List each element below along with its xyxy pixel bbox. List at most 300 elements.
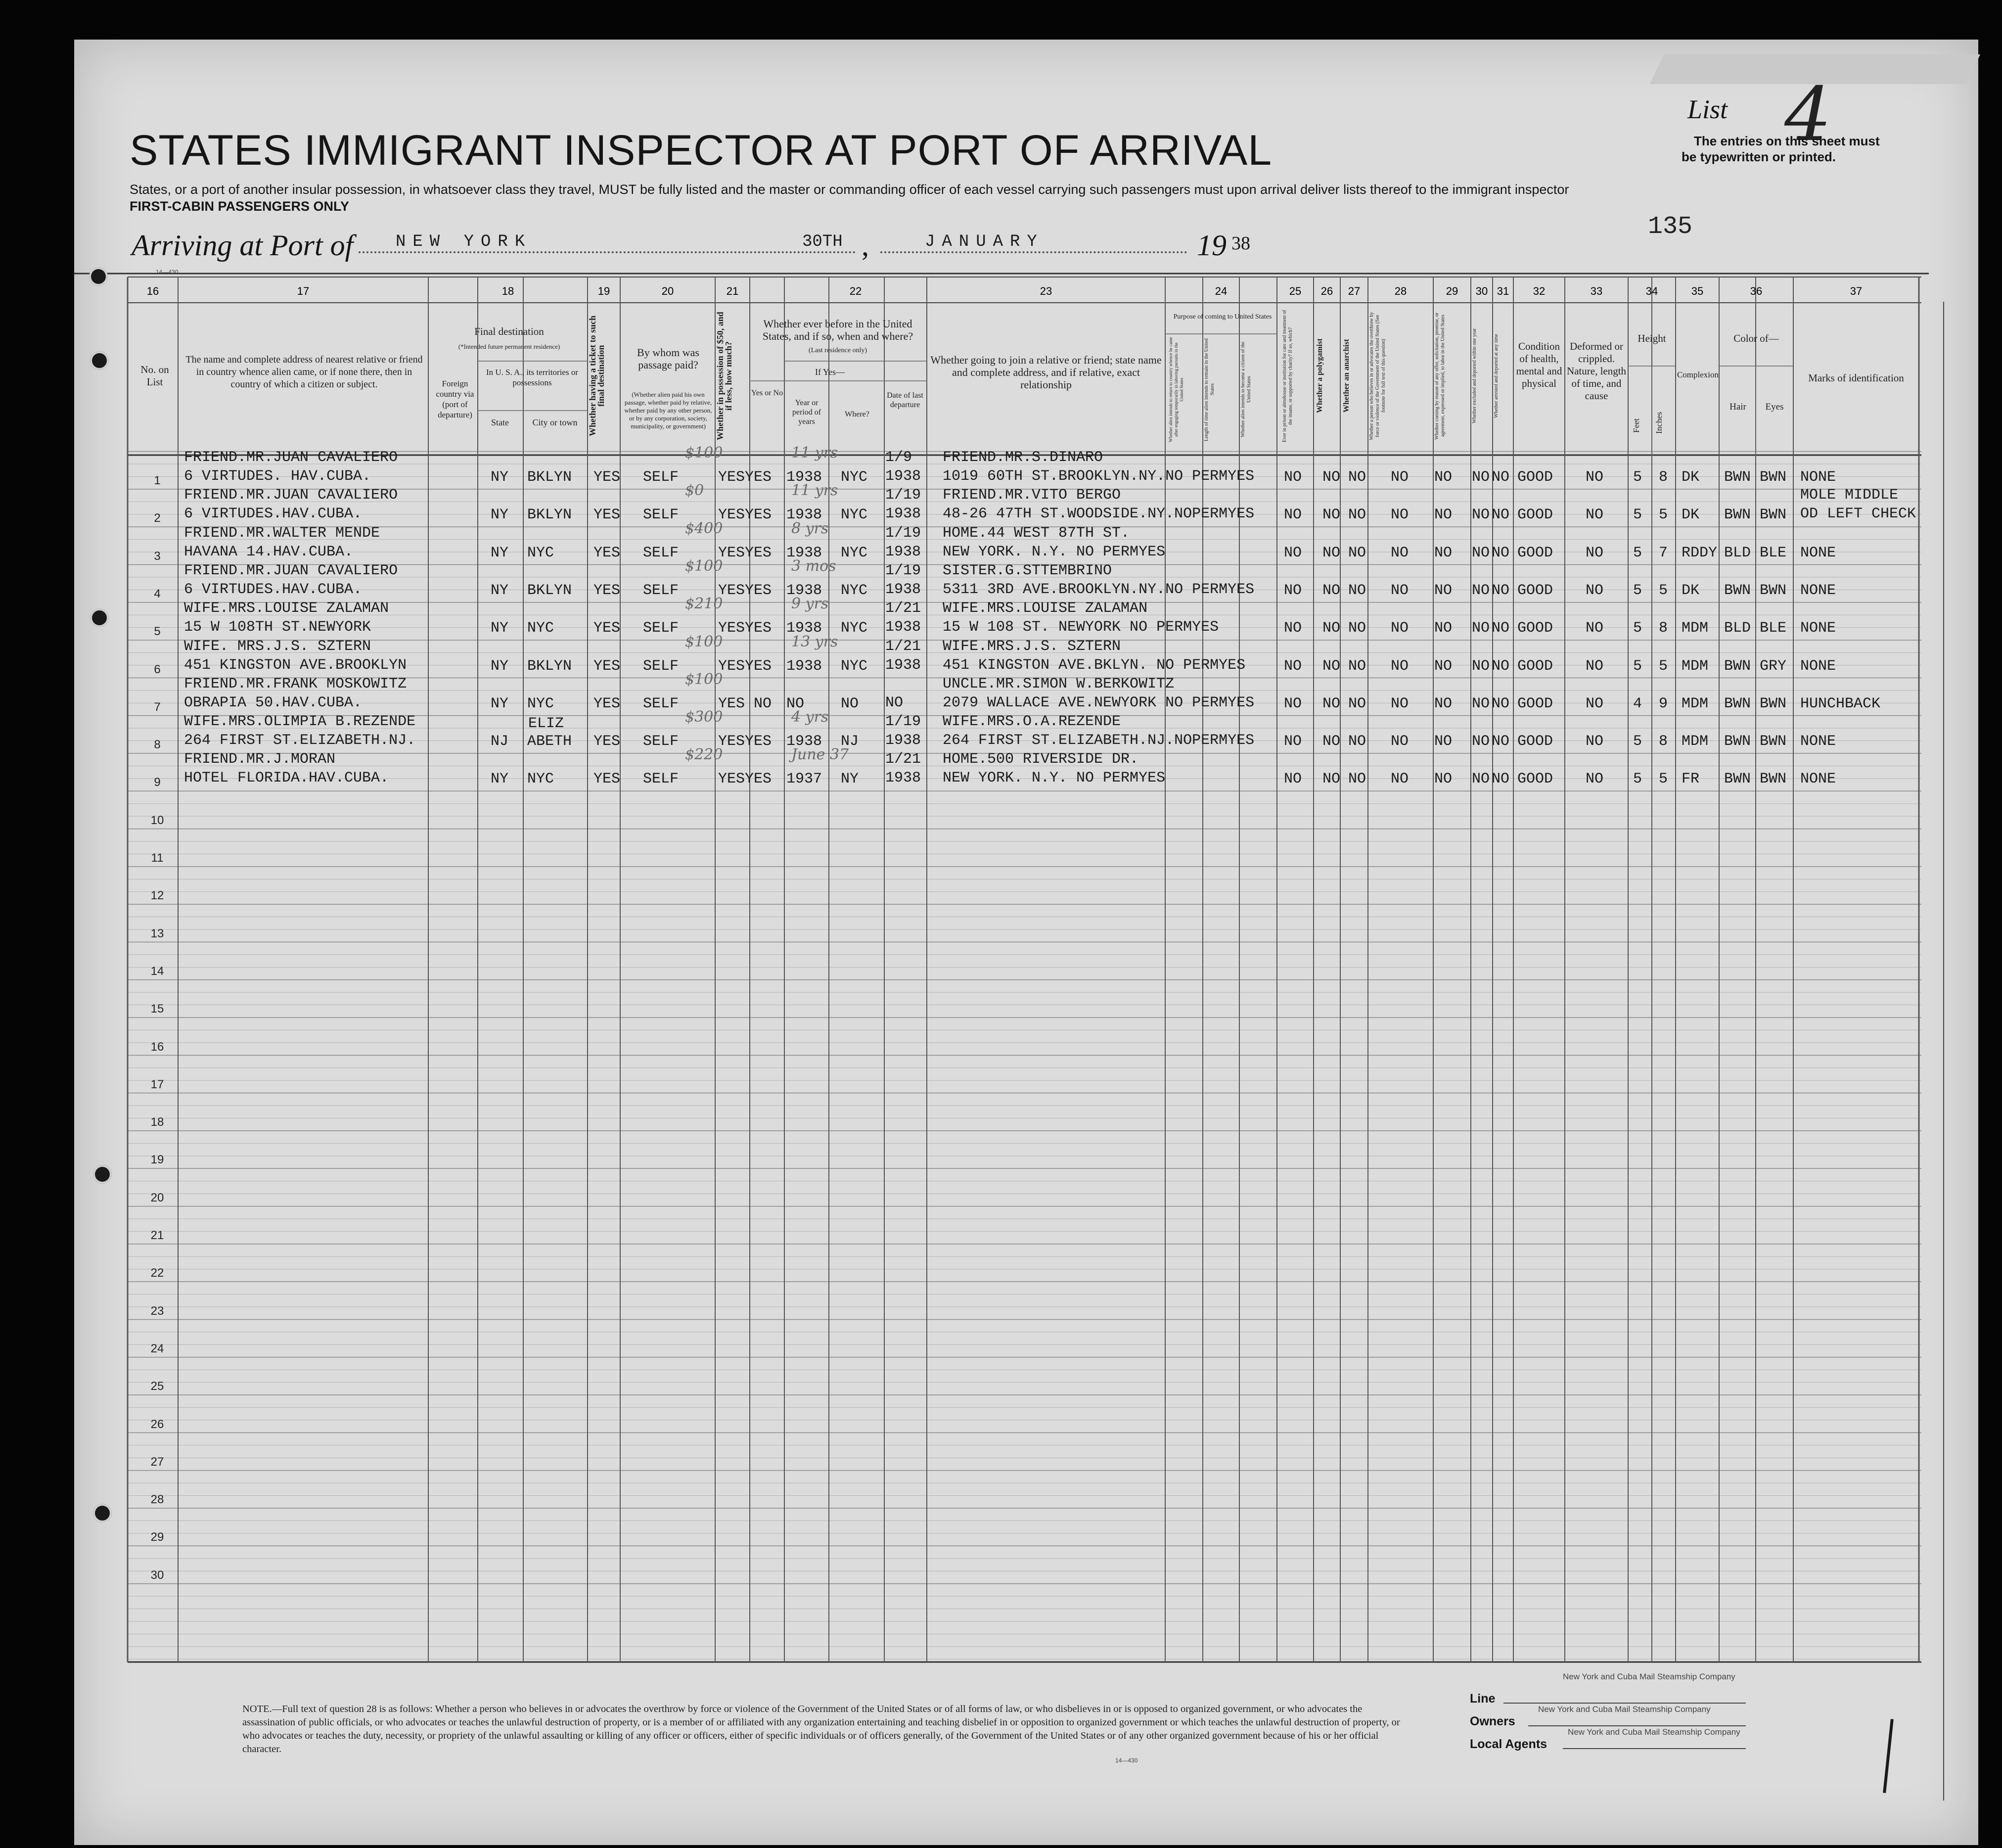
answer-c25: NO (1284, 733, 1302, 750)
answer-c25: NO (1284, 544, 1302, 561)
header-inches: Inches (1654, 412, 1664, 434)
complexion-value: MDM (1682, 657, 1709, 675)
form-code: 14—430 (156, 269, 179, 276)
answer-c30: NO (1472, 733, 1490, 750)
list-label: List (1687, 94, 1728, 124)
answer-c29: NO (1434, 733, 1453, 750)
hair-color: BWN (1724, 771, 1751, 788)
row-number: 5 (154, 625, 161, 639)
answer-c26: NO (1322, 582, 1341, 599)
passage-paid-value: SELF (643, 771, 679, 788)
complexion-value: DK (1682, 582, 1700, 599)
header-labor-offer: Whether coming by reason of any offer, solicitation, promise, or agreement, expressed or implied, to labor in the United States (1434, 312, 1446, 440)
deformed-value: NO (1586, 771, 1604, 788)
line-label: Line (1470, 1692, 1496, 1706)
answer-c28: NO (1391, 469, 1409, 486)
header-length-of-stay: Length of time alien intends to remain in the United States (1204, 338, 1215, 441)
answer-c28: NO (1391, 771, 1409, 788)
arrival-day: 30TH (802, 232, 843, 251)
header-condition-health: Condition of health, mental and physical (1516, 340, 1562, 389)
departure-date: 1/21 (885, 600, 921, 617)
joining-address: 451 KINGSTON AVE.BKLYN. NO PERMYES (943, 656, 1246, 674)
health-value: GOOD (1517, 771, 1553, 788)
row-number: 8 (154, 738, 161, 752)
joining-address: 15 W 108 ST. NEWYORK NO PERMYES (943, 619, 1219, 636)
destination-state: NY (491, 771, 509, 788)
destination-city: NYC (527, 544, 554, 561)
agents-stamp: New York and Cuba Mail Steamship Company (1568, 1727, 1740, 1737)
row-number: 2 (154, 511, 161, 525)
departure-date: 1/19 (885, 524, 921, 542)
answer-c25: NO (1284, 695, 1302, 712)
relative-name: FRIEND.MR.JUAN CAVALIERO (184, 562, 398, 579)
height-inches: 9 (1659, 695, 1668, 712)
header-usa-territories: In U. S. A., its territories or possessions (486, 368, 579, 387)
year-value: 1938 (786, 469, 822, 486)
height-inches: 8 (1659, 733, 1668, 750)
eye-color: BWN (1760, 695, 1787, 712)
height-feet: 5 (1633, 733, 1642, 750)
eye-color: BLE (1760, 620, 1787, 637)
relative-address: 451 KINGSTON AVE.BROOKLYN (184, 656, 407, 674)
before-in-us-value: YESYES (718, 582, 772, 599)
answer-c31: NO (1492, 695, 1510, 712)
joining-address: 1019 60TH ST.BROOKLYN.NY.NO PERMYES (943, 468, 1255, 485)
column-number: 16 (146, 285, 159, 297)
answer-c28: NO (1391, 507, 1409, 524)
answer-c28: NO (1391, 733, 1409, 750)
punch-hole (90, 351, 109, 370)
answer-c27: NO (1348, 469, 1366, 486)
identification-marks: NONE (1800, 733, 1836, 750)
answer-c27: NO (1348, 695, 1366, 712)
answer-c30: NO (1472, 620, 1490, 637)
ticket-value: YES (593, 771, 621, 788)
ticket-value: YES (593, 695, 621, 712)
identification-marks: NONE (1800, 620, 1836, 637)
row-number: 17 (150, 1077, 164, 1091)
header-where: Where? (845, 410, 869, 418)
departure-year: 1938 (885, 619, 921, 636)
hair-color: BWN (1724, 733, 1751, 750)
identification-marks: NONE (1800, 657, 1836, 675)
row-number: 13 (150, 926, 164, 940)
departure-date: 1/21 (885, 751, 921, 768)
arrival-port: NEW YORK (396, 232, 532, 251)
date-separator: , (862, 229, 869, 262)
before-in-us-value: YESYES (718, 657, 772, 675)
complexion-value: FR (1682, 771, 1700, 788)
relative-name: FRIEND.MR.J.MORAN (184, 751, 336, 768)
answer-c31: NO (1492, 469, 1510, 486)
owners-signature-rule (1528, 1725, 1746, 1726)
departure-year: 1938 (885, 543, 921, 560)
before-in-us-value: YESYES (718, 771, 772, 788)
header-complexion: Complexion (1677, 370, 1719, 379)
answer-c30: NO (1472, 582, 1490, 599)
before-in-us-value: YESYES (718, 620, 772, 637)
where-value: NJ (841, 733, 859, 750)
header-passage-paid-sub: (Whether alien paid his own passage, whether paid by relative, whether paid by any other person, or by any corporation, society, municipality, or government) (624, 391, 712, 430)
list-number: 4 (1784, 72, 1832, 158)
row-number: 19 (150, 1153, 164, 1167)
hair-color: BLD (1724, 620, 1751, 637)
handwritten-years: 13 yrs (791, 633, 838, 650)
year-value: 1938 (786, 582, 822, 599)
header-feet: Feet (1632, 418, 1641, 433)
deformed-value: NO (1586, 620, 1604, 637)
column-number: 22 (849, 285, 862, 297)
column-number: 20 (661, 285, 674, 297)
departure-date: 1/19 (885, 713, 921, 731)
arrival-year-prefix: 19 (1197, 229, 1227, 262)
document-title: STATES IMMIGRANT INSPECTOR AT PORT OF ARRIVAL (130, 127, 1273, 174)
answer-c29: NO (1434, 582, 1453, 599)
departure-year: NO (885, 694, 904, 711)
row-number: 16 (150, 1040, 164, 1054)
height-inches: 5 (1659, 507, 1668, 524)
height-inches: 8 (1659, 620, 1668, 637)
answer-c31: NO (1492, 657, 1510, 675)
header-purpose: Purpose of coming to United States (1173, 313, 1272, 321)
answer-c26: NO (1322, 544, 1341, 561)
departure-date: 1/19 (885, 562, 921, 579)
answer-c29: NO (1434, 544, 1453, 561)
answer-c28: NO (1391, 695, 1409, 712)
identification-marks-2: OD LEFT CHECK (1800, 506, 1916, 523)
column-number: 24 (1215, 285, 1228, 297)
punch-hole (93, 1504, 112, 1523)
header-arrested-deported: Whether arrested and deported at any time (1494, 334, 1499, 418)
destination-city: BKLYN (527, 507, 572, 524)
handwritten-money: $100 (685, 557, 723, 575)
row-number: 10 (150, 813, 164, 827)
ticket-value: YES (593, 582, 621, 599)
destination-state: NY (491, 695, 509, 712)
list-note-line-2: be typewritten or printed. (1682, 149, 1836, 164)
height-feet: 5 (1633, 507, 1642, 524)
relative-address: 264 FIRST ST.ELIZABETH.NJ. (184, 732, 416, 749)
answer-c29: NO (1434, 657, 1453, 675)
year-value: 1938 (786, 507, 822, 524)
eye-color: BWN (1760, 582, 1787, 599)
joining-address: 5311 3RD AVE.BROOKLYN.NY.NO PERMYES (943, 581, 1255, 598)
header-excluded-deported: Whether excluded and deported within one year (1472, 328, 1477, 424)
joining-address: NEW YORK. N.Y. NO PERMYES (943, 770, 1166, 787)
identification-marks: NONE (1800, 469, 1836, 486)
column-number: 37 (1850, 285, 1863, 297)
row-number: 6 (154, 662, 161, 676)
before-in-us-value: YESYES (718, 544, 772, 561)
answer-c30: NO (1472, 469, 1490, 486)
handwritten-money: $100 (685, 670, 723, 688)
row-number: 24 (150, 1341, 164, 1355)
answer-c30: NO (1472, 695, 1490, 712)
answer-c31: NO (1492, 507, 1510, 524)
where-value: NY (841, 771, 859, 788)
owners-label: Owners (1470, 1714, 1515, 1728)
relative-name: WIFE.MRS.LOUISE ZALAMAN (184, 600, 389, 617)
health-value: GOOD (1517, 544, 1553, 561)
answer-c25: NO (1284, 469, 1302, 486)
header-foreign-country: Foreign country via (port of departure) (436, 379, 474, 419)
answer-c29: NO (1434, 771, 1453, 788)
header-year-period: Year or period of years (792, 399, 821, 426)
local-agents-label: Local Agents (1470, 1737, 1547, 1751)
height-inches: 5 (1659, 657, 1668, 675)
handwritten-money: $300 (685, 708, 723, 726)
header-hair: Hair (1729, 402, 1746, 412)
departure-date: 1/9 (885, 449, 912, 466)
row-number: 22 (150, 1266, 164, 1280)
where-value: NYC (841, 620, 868, 637)
row-number: 3 (154, 549, 161, 563)
answer-c26: NO (1322, 695, 1341, 712)
relative-address: 6 VIRTUDES.HAV.CUBA. (184, 581, 363, 598)
row-number: 29 (150, 1530, 164, 1544)
complexion-value: MDM (1682, 620, 1709, 637)
answer-c27: NO (1348, 544, 1366, 561)
answer-c27: NO (1348, 771, 1366, 788)
height-feet: 5 (1633, 771, 1642, 788)
row-number: 11 (151, 851, 164, 865)
row-number: 9 (154, 776, 161, 789)
eye-color: BLE (1760, 544, 1787, 561)
departure-date: 1/19 (885, 487, 921, 504)
row-number: 28 (150, 1493, 164, 1507)
header-state: State (491, 417, 509, 427)
deformed-value: NO (1586, 695, 1604, 712)
header-nearest-relative: The name and complete address of nearest relative or friend in country whence alien came, or if none there, then in country of which a citizen or subject. (185, 354, 423, 390)
height-feet: 5 (1633, 620, 1642, 637)
year-value: NO (786, 695, 805, 712)
passage-paid-value: SELF (643, 544, 679, 561)
column-number: 33 (1590, 285, 1603, 297)
deformed-value: NO (1586, 469, 1604, 486)
departure-date: 1/21 (885, 638, 921, 655)
answer-c30: NO (1472, 657, 1490, 675)
owners-stamp: New York and Cuba Mail Steamship Company (1538, 1705, 1711, 1714)
document-subtitle: States, or a port of another insular possession, in whatsoever class they travel, MUST be fully listed and the master or commanding officer of each vessel carrying such passengers must upon arrival deliver lists thereof to the immigrant inspector (130, 182, 1569, 197)
joining-person: FRIEND.MR.VITO BERGO (943, 487, 1121, 504)
where-value: NYC (841, 582, 868, 599)
health-value: GOOD (1517, 620, 1553, 637)
destination-city: ABETH (527, 733, 572, 750)
answer-c28: NO (1391, 620, 1409, 637)
year-value: 1937 (786, 771, 822, 788)
header-citizen-intent: Whether alien intends to become a citizen of the United States (1240, 341, 1252, 438)
header-city: City or town (532, 417, 578, 427)
column-number: 36 (1750, 285, 1763, 297)
hair-color: BWN (1724, 507, 1751, 524)
passage-paid-value: SELF (643, 620, 679, 637)
health-value: GOOD (1517, 657, 1553, 675)
handwritten-years: 9 yrs (791, 595, 829, 613)
departure-year: 1938 (885, 770, 921, 787)
hair-color: BWN (1724, 657, 1751, 675)
ticket-value: YES (593, 733, 621, 750)
hair-color: BWN (1724, 582, 1751, 599)
column-number: 30 (1475, 285, 1488, 297)
handwritten-money: $400 (685, 519, 723, 537)
complexion-value: MDM (1682, 695, 1709, 712)
answer-c25: NO (1284, 582, 1302, 599)
destination-city: BKLYN (527, 582, 572, 599)
row-number: 25 (150, 1380, 164, 1393)
header-marks: Marks of identification (1808, 372, 1904, 384)
agents-signature-rule (1563, 1748, 1746, 1749)
answer-c27: NO (1348, 733, 1366, 750)
relative-address: HAVANA 14.HAV.CUBA. (184, 543, 354, 560)
year-value: 1938 (786, 733, 822, 750)
row-number: 21 (150, 1229, 164, 1242)
row-number: 26 (150, 1417, 164, 1431)
sheet-number: 135 (1648, 213, 1693, 241)
joining-person: HOME.44 WEST 87TH ST. (943, 524, 1130, 542)
header-date-last-departure: Date of last departure (887, 391, 923, 409)
joining-person: UNCLE.MR.SIMON W.BERKOWITZ (943, 675, 1175, 693)
destination-state: NY (491, 657, 509, 675)
deformed-value: NO (1586, 733, 1604, 750)
height-inches: 5 (1659, 582, 1668, 599)
before-in-us-value: YESYES (718, 733, 772, 750)
relative-name: WIFE. MRS.J.S. SZTERN (184, 638, 371, 655)
year-value: 1938 (786, 544, 822, 561)
destination-city: NYC (527, 695, 554, 712)
joining-person: FRIEND.MR.S.DINARO (943, 449, 1103, 466)
answer-c26: NO (1322, 771, 1341, 788)
eye-color: GRY (1760, 657, 1787, 675)
answer-c27: NO (1348, 620, 1366, 637)
row-number: 15 (150, 1002, 164, 1016)
before-in-us-value: YESYES (718, 507, 772, 524)
column-number: 31 (1497, 285, 1509, 297)
header-height: Height (1638, 332, 1666, 344)
relative-address: 15 W 108TH ST.NEWYORK (184, 619, 371, 636)
header-last-residence: (Last residence only) (808, 347, 867, 354)
handwritten-years: 11 yrs (791, 482, 838, 500)
relative-name: FRIEND.MR.WALTER MENDE (184, 524, 380, 542)
answer-c30: NO (1472, 507, 1490, 524)
column-number: 17 (297, 285, 310, 297)
header-overthrow: Whether a person who believes in or advocates the overthrow by force or violence of the Government of the United States (See footnote for full text of this question) (1369, 312, 1386, 440)
where-value: NYC (841, 544, 868, 561)
deformed-value: NO (1586, 657, 1604, 675)
health-value: GOOD (1517, 733, 1553, 750)
header-polygamist: Whether a polygamist (1316, 338, 1324, 414)
answer-c27: NO (1348, 657, 1366, 675)
answer-c26: NO (1322, 507, 1341, 524)
handwritten-money: $210 (685, 595, 723, 613)
row-number: 12 (150, 889, 164, 903)
ticket-value: YES (593, 620, 621, 637)
passage-paid-value: SELF (643, 469, 679, 486)
answer-c29: NO (1434, 469, 1453, 486)
departure-year: 1938 (885, 506, 921, 523)
header-fifty-dollars: Whether in possession of $50, and if less, how much? (715, 312, 733, 440)
health-value: GOOD (1517, 507, 1553, 524)
height-feet: 5 (1633, 582, 1642, 599)
header-if-yes: If Yes— (815, 367, 845, 377)
joining-address: NEW YORK. N.Y. NO PERMYES (943, 543, 1166, 560)
destination-state: NY (491, 507, 509, 524)
identification-marks: MOLE MIDDLE (1800, 487, 1899, 504)
where-value: NO (841, 695, 859, 712)
eye-color: BWN (1760, 733, 1787, 750)
answer-c29: NO (1434, 507, 1453, 524)
header-yes-or-no: Yes or No (751, 389, 783, 397)
joining-address: 264 FIRST ST.ELIZABETH.NJ.NOPERMYES (943, 732, 1255, 749)
joining-person: WIFE.MRS.O.A.REZENDE (943, 713, 1121, 731)
joining-person: HOME.500 RIVERSIDE DR. (943, 751, 1139, 768)
header-deformed: Deformed or crippled. Nature, length of time, and cause (1566, 340, 1627, 402)
header-final-destination-sub: (*Intended future permanent residence) (458, 343, 560, 350)
departure-year: 1938 (885, 732, 921, 749)
answer-c26: NO (1322, 620, 1341, 637)
deformed-value: NO (1586, 507, 1604, 524)
handwritten-years: 3 mos (791, 557, 836, 575)
destination-city: BKLYN (527, 657, 572, 675)
complexion-value: DK (1682, 507, 1700, 524)
handwritten-money: $220 (685, 746, 723, 764)
row-number: 14 (150, 964, 164, 978)
complexion-value: MDM (1682, 733, 1709, 750)
ticket-value: YES (593, 657, 621, 675)
height-feet: 5 (1633, 544, 1642, 561)
departure-year: 1938 (885, 468, 921, 485)
header-ticket: Whether having a ticket to such final destination (588, 315, 606, 437)
handwritten-years: 4 yrs (791, 708, 829, 726)
handwritten-money: $0 (685, 482, 704, 500)
joining-person: WIFE.MRS.J.S. SZTERN (943, 638, 1121, 655)
handwritten-money: $100 (685, 633, 723, 650)
column-number: 23 (1040, 285, 1052, 297)
departure-year: 1938 (885, 581, 921, 598)
handwritten-years: 8 yrs (791, 519, 829, 537)
destination-state: NY (491, 582, 509, 599)
health-value: GOOD (1517, 469, 1553, 486)
relative-name: FRIEND.MR.JUAN CAVALIERO (184, 449, 398, 466)
complexion-value: RDDY (1682, 544, 1718, 561)
where-value: NYC (841, 507, 868, 524)
destination-city: BKLYN (527, 469, 572, 486)
handwritten-money: $100 (685, 444, 723, 462)
column-number: 28 (1394, 285, 1407, 297)
destination-state: NY (491, 620, 509, 637)
column-number: 35 (1691, 285, 1704, 297)
year-value: 1938 (786, 657, 822, 675)
health-value: GOOD (1517, 695, 1553, 712)
identification-marks: NONE (1800, 544, 1836, 561)
answer-c31: NO (1492, 733, 1510, 750)
row-number: 1 (154, 474, 161, 487)
column-number: 29 (1446, 285, 1458, 297)
answer-c28: NO (1391, 582, 1409, 599)
handwritten-years: 11 yrs (791, 444, 838, 462)
header-prison-almshouse: Ever in prison or almshouse or institution for care and treatment of the insane, or supported by charity? If so, which? (1282, 310, 1293, 442)
identification-marks: NONE (1800, 771, 1836, 788)
destination-city: NYC (527, 620, 554, 637)
destination-city-line1: ELIZ (528, 715, 564, 733)
departure-year: 1938 (885, 656, 921, 674)
row-number: 4 (154, 587, 161, 601)
hair-color: BWN (1724, 695, 1751, 712)
destination-state: NY (491, 469, 509, 486)
deformed-value: NO (1586, 582, 1604, 599)
header-anarchist: Whether an anarchist (1342, 339, 1351, 413)
destination-city: NYC (527, 771, 554, 788)
height-feet: 5 (1633, 469, 1642, 486)
